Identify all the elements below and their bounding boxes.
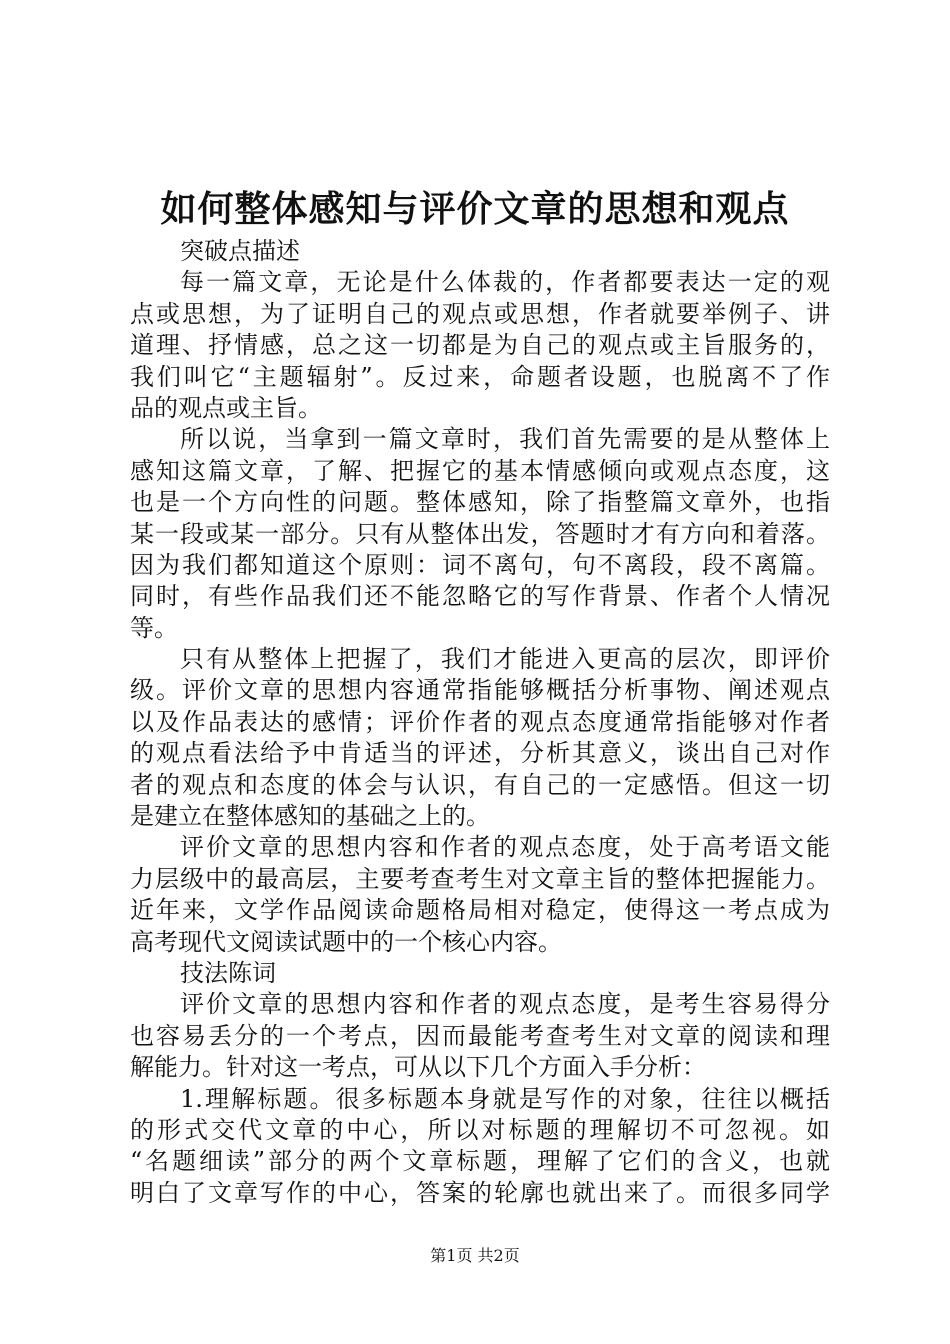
body-line: 的观点看法给予中肯适当的评述，分析其意义，谈出自己对作 [130,739,830,768]
body-line: 因为我们都知道这个原则：词不离句，句不离段，段不离篇。 [130,550,830,579]
body-line: 近年来，文学作品阅读命题格局相对稳定，使得这一考点成为 [130,896,830,925]
body-line: 某一段或某一部分。只有从整体出发，答题时才有方向和着落。 [130,519,830,548]
body-line: 所以说，当拿到一篇文章时，我们首先需要的是从整体上 [180,425,830,454]
body-line: 力层级中的最高层，主要考查考生对文章主旨的整体把握能力。 [130,864,830,893]
document-title: 如何整体感知与评价文章的思想和观点 [160,188,790,230]
body-line: 同时，有些作品我们还不能忽略它的写作背景、作者个人情况 [130,582,830,611]
body-line: 的形式交代文章的中心，所以对标题的理解切不可忽视。如 [130,1115,830,1144]
body-line: 每一篇文章，无论是什么体裁的，作者都要表达一定的观 [180,268,830,297]
body-line: 技法陈词 [180,958,276,987]
body-line: 点或思想，为了证明自己的观点或思想，作者就要举例子、讲 [130,299,830,328]
body-line: 高考现代文阅读试题中的一个核心内容。 [130,927,562,956]
body-line: 解能力。针对这一考点，可从以下几个方面入手分析： [130,1053,706,1082]
page-footer: 第1页 共2页 [430,1246,520,1265]
body-line: 只有从整体上把握了，我们才能进入更高的层次，即评价 [180,645,830,674]
body-line: 也容易丢分的一个考点，因而最能考查考生对文章的阅读和理 [130,1021,830,1050]
body-line: 道理、抒情感，总之这一切都是为自己的观点或主旨服务的， [130,331,830,360]
body-line: 是建立在整体感知的基础之上的。 [130,802,490,831]
body-line: 品的观点或主旨。 [130,393,322,422]
body-line: 1.理解标题。很多标题本身就是写作的对象，往往以概括 [180,1084,830,1113]
body-line: 级。评价文章的思想内容通常指能够概括分析事物、阐述观点 [130,676,830,705]
body-line: 我们叫它“主题辐射”。反过来，命题者设题，也脱离不了作 [130,362,830,391]
body-line: 明白了文章写作的中心，答案的轮廓也就出来了。而很多同学 [130,1178,830,1207]
body-line: 评价文章的思想内容和作者的观点态度，是考生容易得分 [180,990,830,1019]
body-line: 以及作品表达的感情；评价作者的观点态度通常指能够对作者 [130,707,830,736]
body-line: 感知这篇文章，了解、把握它的基本情感倾向或观点态度，这 [130,456,830,485]
body-line: “名题细读”部分的两个文章标题，理解了它们的含义，也就 [130,1147,830,1176]
body-line: 者的观点和态度的体会与认识，有自己的一定感悟。但这一切 [130,770,830,799]
body-line: 突破点描述 [180,237,300,265]
body-line: 评价文章的思想内容和作者的观点态度，处于高考语文能 [180,833,830,862]
body-line: 也是一个方向性的问题。整体感知，除了指整篇文章外，也指 [130,488,830,517]
body-line: 等。 [130,613,178,642]
document-body [130,236,830,1209]
